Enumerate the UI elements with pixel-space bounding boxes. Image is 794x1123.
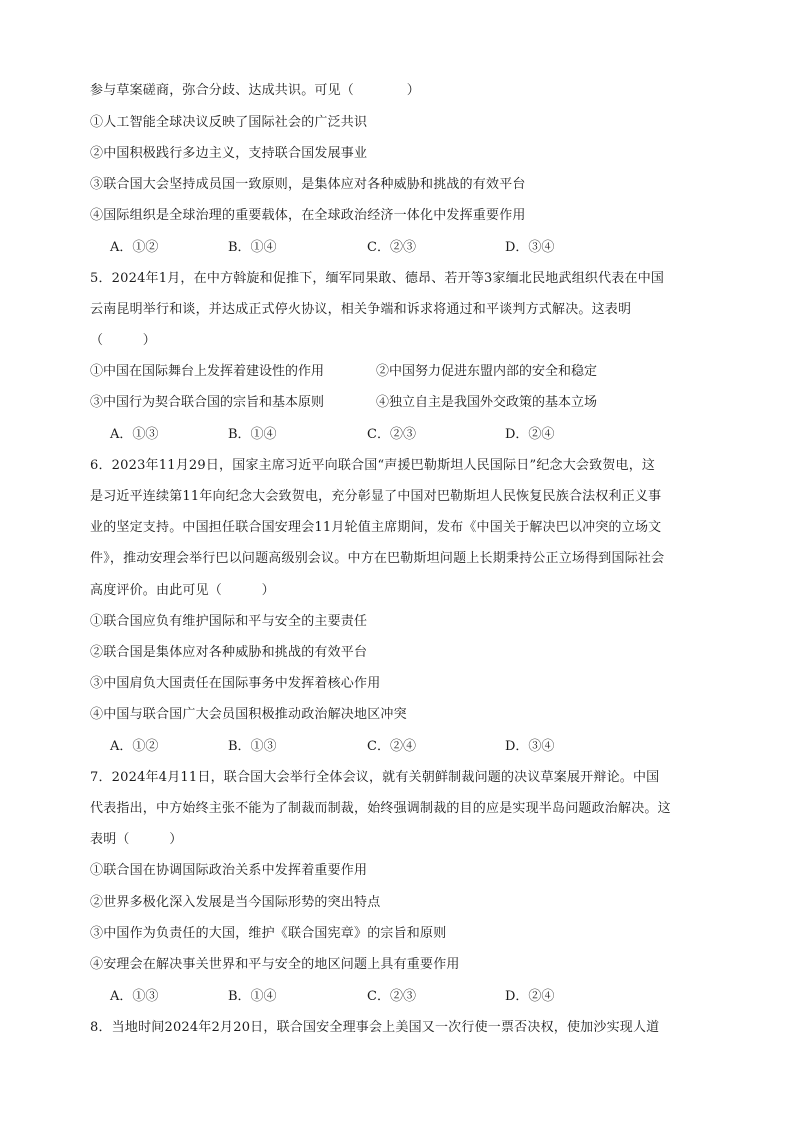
q6-stem-line-4: 件》，推动安理会举行巴以问题高级别会议。中方在巴勒斯坦问题上长期秉持公正立场得到国际社会: [90, 551, 665, 566]
q6-option-b[interactable]: B．①③: [228, 739, 277, 754]
q5-item-3: ③中国行为契合联合国的宗旨和基本原则: [90, 395, 325, 410]
q4-stem-line: 参与草案磋商，弥合分歧、达成共识。可见（ ）: [90, 83, 421, 98]
q6-item-2: ②联合国是集体应对各种威胁和挑战的有效平台: [90, 645, 368, 660]
q7-stem-line-2: 代表指出，中方始终主张不能为了制裁而制裁，始终强调制裁的目的应是实现半岛问题政治解决。这: [90, 801, 671, 816]
q5-item-1: ①中国在国际舞台上发挥着建设性的作用: [90, 364, 325, 379]
q6-item-4: ④中国与联合国广大会员国积极推动政治解决地区冲突: [90, 707, 407, 722]
q4-option-a[interactable]: A．①②: [110, 240, 159, 255]
q5-item-2: ②中国努力促进东盟内部的安全和稳定: [376, 364, 598, 379]
q5-items-row-2: [90, 394, 598, 412]
q7-stem-line-1: 7．2024年4月11日，联合国大会举行全体会议，就有关朝鲜制裁问题的决议草案展开辩论。中国: [90, 770, 660, 785]
q7-stem-line-3: 表明（ ）: [90, 832, 183, 847]
q5-stem-line-1: 5．2024年1月，在中方斡旋和促推下，缅军同果敢、德昂、若开等3家缅北民地武组织代表在中国: [90, 271, 665, 286]
q4-option-c[interactable]: C．②③: [367, 240, 416, 255]
q6-option-a[interactable]: A．①②: [110, 739, 159, 754]
q4-item-4: ④国际组织是全球治理的重要载体，在全球政治经济一体化中发挥重要作用: [90, 208, 526, 223]
q5-option-c[interactable]: C．②③: [367, 427, 416, 442]
q7-item-2: ②世界多极化深入发展是当今国际形势的突出特点: [90, 895, 381, 910]
q5-option-a[interactable]: A．①③: [110, 427, 159, 442]
q5-items-row-1: [90, 363, 598, 381]
q6-stem-line-1: 6．2023年11月29日，国家主席习近平向联合国“声援巴勒斯坦人民国际日”纪念大会致贺电，这: [90, 458, 656, 473]
q6-option-d[interactable]: D．③④: [505, 739, 555, 754]
q4-option-b[interactable]: B．①④: [228, 240, 277, 255]
q6-stem-line-3: 业的坚定支持。中国担任联合国安理会11月轮值主席期间，发布《中国关于解决巴以冲突的立场文: [90, 520, 662, 535]
q5-option-b[interactable]: B．①④: [228, 427, 277, 442]
q6-stem-line-2: 是习近平连续第11年向纪念大会致贺电，充分彰显了中国对巴勒斯坦人民恢复民族合法权利正义事: [90, 489, 662, 504]
q4-item-3: ③联合国大会坚持成员国一致原则，是集体应对各种威胁和挑战的有效平台: [90, 177, 526, 192]
q6-item-1: ①联合国应负有维护国际和平与安全的主要责任: [90, 614, 368, 629]
q7-item-4: ④安理会在解决事关世界和平与安全的地区问题上具有重要作用: [90, 957, 460, 972]
q7-item-1: ①联合国在协调国际政治关系中发挥着重要作用: [90, 863, 368, 878]
q7-option-d[interactable]: D．②④: [505, 989, 555, 1004]
q5-item-4: ④独立自主是我国外交政策的基本立场: [376, 395, 598, 410]
q7-option-b[interactable]: B．①④: [228, 989, 277, 1004]
q7-option-a[interactable]: A．①③: [110, 989, 159, 1004]
q8-stem-line-1: 8．当地时间2024年2月20日，联合国安全理事会上美国又一次行使一票否决权，使加沙实现人道: [90, 1020, 660, 1035]
q6-item-3: ③中国肩负大国责任在国际事务中发挥着核心作用: [90, 676, 381, 691]
q6-stem-line-5: 高度评价。由此可见（ ）: [90, 583, 275, 598]
q7-item-3: ③中国作为负责任的大国，维护《联合国宪章》的宗旨和原则: [90, 926, 447, 941]
q6-option-c[interactable]: C．②④: [367, 739, 416, 754]
q5-option-d[interactable]: D．②④: [505, 427, 555, 442]
q7-option-c[interactable]: C．②③: [367, 989, 416, 1004]
q4-item-1: ①人工智能全球决议反映了国际社会的广泛共识: [90, 115, 368, 130]
q5-stem-line-3: （ ）: [90, 333, 157, 348]
q5-stem-line-2: 云南昆明举行和谈，并达成正式停火协议，相关争端和诉求将通过和平谈判方式解决。这表明: [90, 302, 632, 317]
q4-option-d[interactable]: D．③④: [505, 240, 555, 255]
q4-item-2: ②中国积极践行多边主义，支持联合国发展事业: [90, 146, 368, 161]
